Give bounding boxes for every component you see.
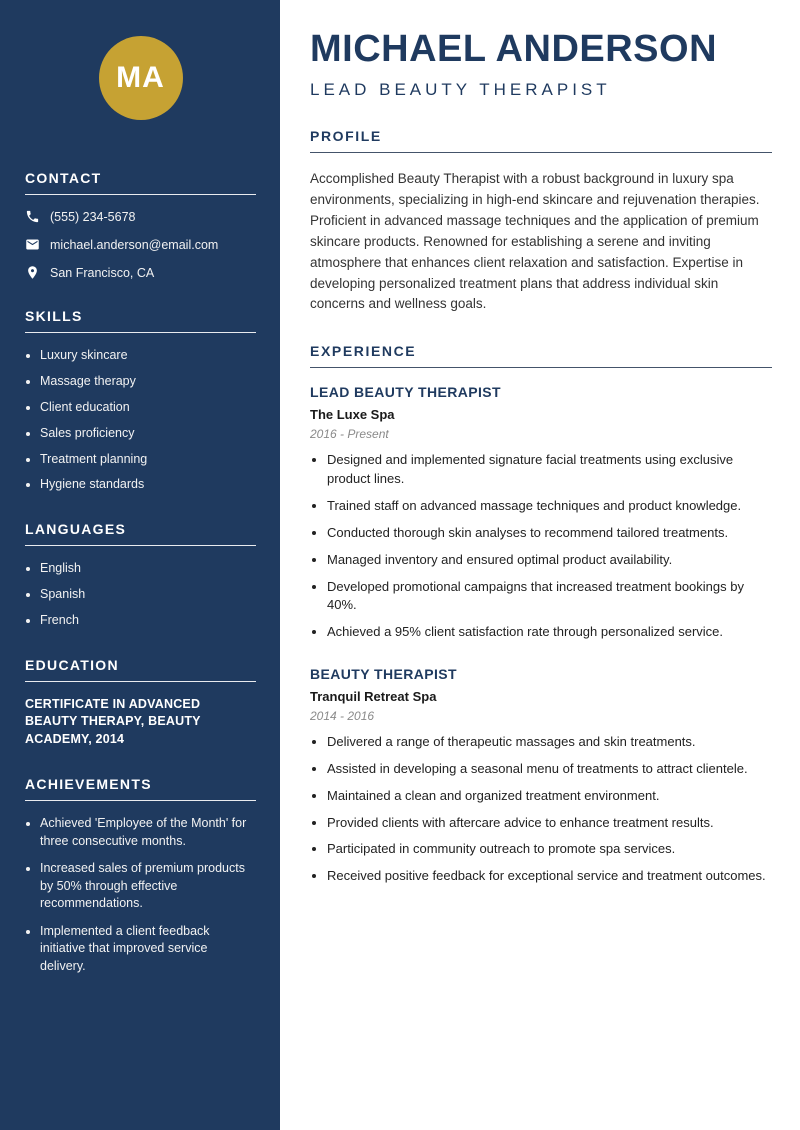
job-bullet: • Managed inventory and ensured optimal product availability. <box>327 551 772 570</box>
job-title: BEAUTY THERAPIST <box>310 666 457 683</box>
achievements-heading: ACHIEVEMENTS <box>25 776 256 801</box>
languages-list <box>25 560 256 629</box>
email-icon <box>25 237 40 252</box>
contact-section <box>25 170 256 280</box>
languages-section <box>25 521 256 629</box>
job-bullet: • Achieved a 95% client satisfaction rate through personalized service. <box>327 623 772 642</box>
job-dates: 2016 - Present <box>310 427 389 442</box>
candidate-name: MICHAEL ANDERSON <box>310 28 718 70</box>
location-icon <box>25 265 40 280</box>
achievements-section <box>25 776 256 975</box>
experience-heading: EXPERIENCE <box>310 343 772 368</box>
job-title: LEAD BEAUTY THERAPIST <box>310 384 501 401</box>
profile-text: Accomplished Beauty Therapist with a robust background in luxury spa environments, specializing in high-end skincare and rejuvenation therapies. Proficient in advanced massage techniques and the application of premium skincare products. Renowned for establishing a serene and inviting atmosphere that enhances client relaxation and satisfaction. Expertise in developing personalized treatment plans that address individual skin concerns and wellness goals. <box>310 170 760 312</box>
achievement-item: • Implemented a client feedback initiative that improved service delivery. <box>40 923 256 976</box>
job-bullet: • Designed and implemented signature facial treatments using exclusive product lines. <box>327 451 772 489</box>
experience-section <box>310 343 772 886</box>
job-company: The Luxe Spa <box>310 407 395 423</box>
language-item: • French <box>40 612 256 629</box>
languages-heading: LANGUAGES <box>25 521 256 546</box>
contact-location-row <box>25 265 256 280</box>
education-heading: EDUCATION <box>25 657 256 682</box>
skill-item: • Treatment planning <box>40 451 256 468</box>
contact-heading: CONTACT <box>25 170 256 195</box>
job-bullet: • Developed promotional campaigns that increased treatment bookings by 40%. <box>327 578 772 616</box>
job-company: Tranquil Retreat Spa <box>310 689 437 705</box>
skills-section <box>25 308 256 493</box>
phone-icon <box>25 209 40 224</box>
job-dates: 2014 - 2016 <box>310 709 375 724</box>
job-bullet: • Delivered a range of therapeutic massages and skin treatments. <box>327 733 772 752</box>
education-entry: CERTIFICATE IN ADVANCED BEAUTY THERAPY, BEAUTY ACADEMY, 2014 <box>25 696 201 746</box>
skills-list <box>25 347 256 493</box>
job-bullets <box>310 733 772 886</box>
skills-heading: SKILLS <box>25 308 256 333</box>
email-value: michael.anderson@email.com <box>50 237 219 252</box>
main-content <box>280 0 800 1130</box>
achievements-list <box>25 815 256 975</box>
job-bullets <box>310 451 772 642</box>
education-section <box>25 657 256 749</box>
achievement-item: • Increased sales of premium products by 50% through effective recommendations. <box>40 860 256 913</box>
job-bullet: • Provided clients with aftercare advice to enhance treatment results. <box>327 814 772 833</box>
skill-item: • Massage therapy <box>40 373 256 390</box>
location-value: San Francisco, CA <box>50 265 155 280</box>
sidebar <box>0 0 280 1130</box>
avatar <box>99 36 183 120</box>
skill-item: • Sales proficiency <box>40 425 256 442</box>
contact-phone-row <box>25 209 256 224</box>
avatar-initials: MA <box>116 61 165 94</box>
language-item: • Spanish <box>40 586 256 603</box>
achievement-item: • Achieved 'Employee of the Month' for three consecutive months. <box>40 815 256 850</box>
skill-item: • Hygiene standards <box>40 476 256 493</box>
experience-job <box>310 384 772 642</box>
profile-section <box>310 128 772 315</box>
profile-heading: PROFILE <box>310 128 772 153</box>
job-bullet: • Assisted in developing a seasonal menu of treatments to attract clientele. <box>327 760 772 779</box>
job-bullet: • Conducted thorough skin analyses to recommend tailored treatments. <box>327 524 772 543</box>
phone-value: (555) 234-5678 <box>50 209 136 224</box>
contact-email-row <box>25 237 256 252</box>
job-bullet: • Maintained a clean and organized treatment environment. <box>327 787 772 806</box>
language-item: • English <box>40 560 256 577</box>
job-bullet: • Participated in community outreach to promote spa services. <box>327 840 772 859</box>
experience-job <box>310 666 772 886</box>
job-bullet: • Received positive feedback for exceptional service and treatment outcomes. <box>327 867 772 886</box>
job-bullet: • Trained staff on advanced massage techniques and product knowledge. <box>327 497 772 516</box>
skill-item: • Luxury skincare <box>40 347 256 364</box>
candidate-title: LEAD BEAUTY THERAPIST <box>310 79 611 99</box>
skill-item: • Client education <box>40 399 256 416</box>
